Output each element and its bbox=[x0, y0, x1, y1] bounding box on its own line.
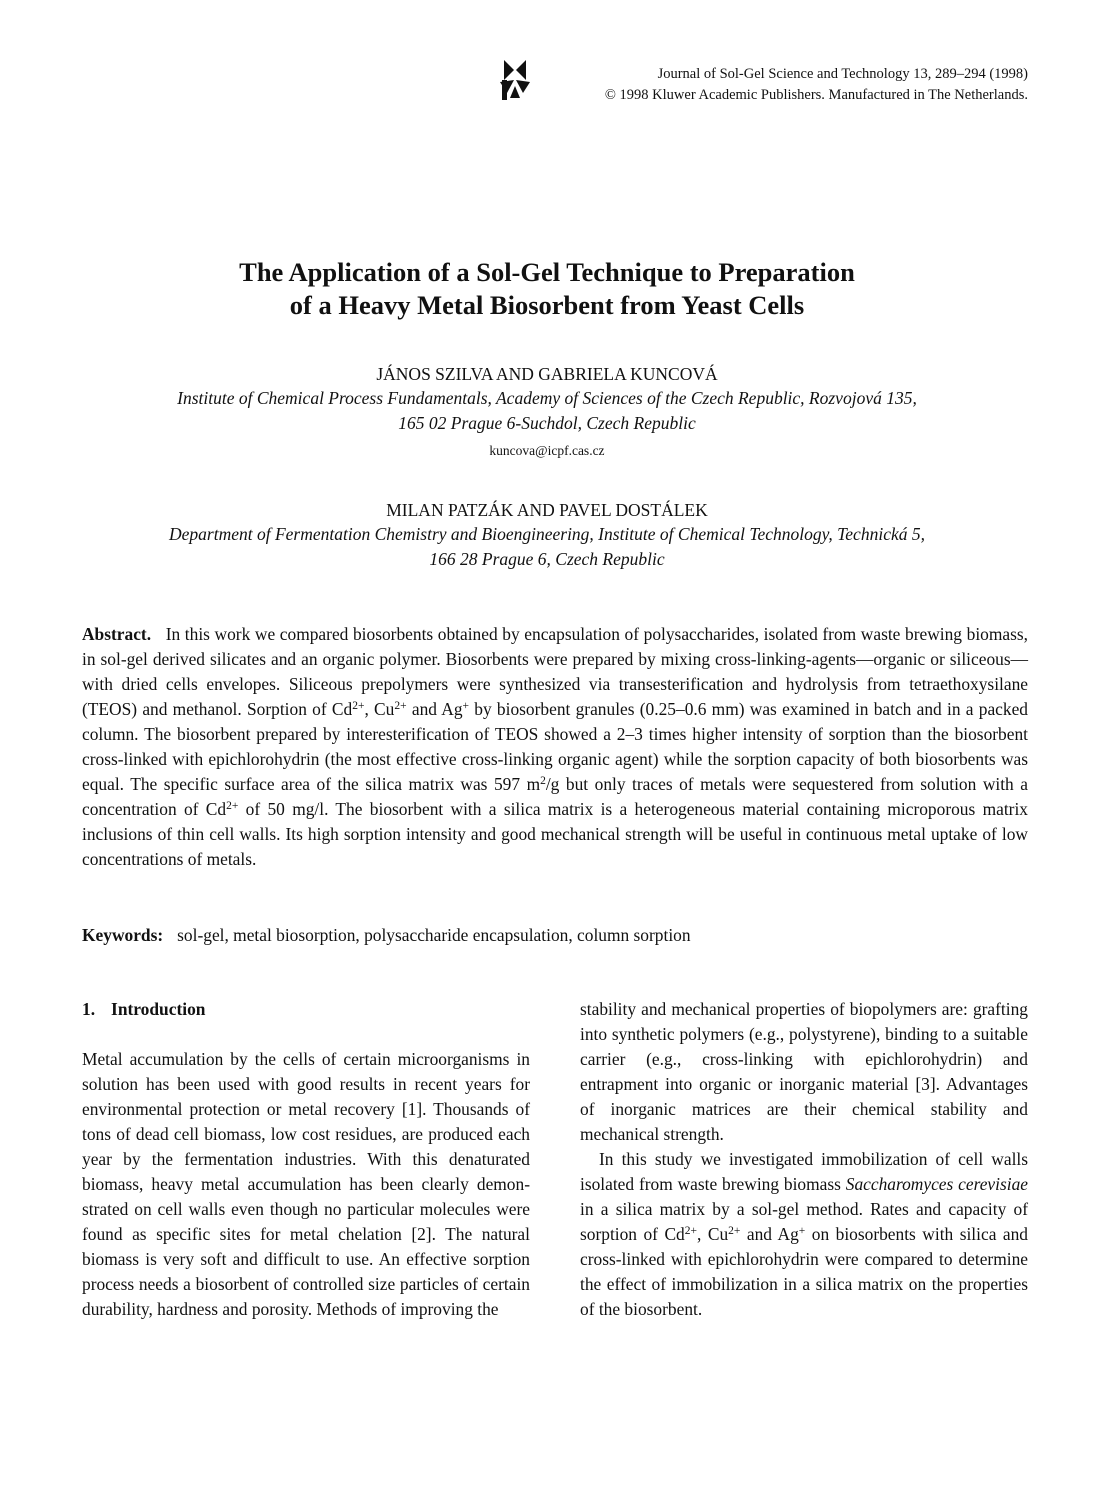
superscript: + bbox=[462, 700, 470, 712]
journal-citation: Journal of Sol-Gel Science and Technology 13, 289–294 (1998) bbox=[657, 66, 1028, 82]
section-number: 1. bbox=[82, 999, 96, 1019]
title-line-1: The Application of a Sol-Gel Technique to Preparation bbox=[239, 257, 855, 287]
section-heading-introduction bbox=[82, 997, 530, 1022]
copyright-line: © 1998 Kluwer Academic Publishers. Manufactured in The Netherlands. bbox=[604, 87, 1028, 103]
right-column bbox=[580, 997, 1028, 1322]
intro-paragraph-2 bbox=[580, 1147, 1028, 1322]
author-group-1: JÁNOS SZILVA AND GABRIELA KUNCOVÁ bbox=[376, 364, 718, 384]
abstract-label: Abstract. bbox=[82, 624, 152, 644]
paragraph-text: on biosorbents with silica and cross-linked with epichlorohydrin were compared to determine the effect of immobilization in a silica matrix on the properties of the biosorbent. bbox=[580, 1224, 1029, 1319]
superscript: 2 bbox=[540, 775, 546, 787]
paragraph-text: and Ag bbox=[740, 1224, 799, 1244]
superscript: 2+ bbox=[394, 700, 407, 712]
contact-email[interactable]: kuncova@icpf.cas.cz bbox=[489, 443, 605, 458]
affiliation-2-line-2: 166 28 Prague 6, Czech Republic bbox=[429, 549, 665, 569]
title-line-2: of a Heavy Metal Biosorbent from Yeast Cells bbox=[289, 290, 805, 320]
affiliation-1-line-2: 165 02 Prague 6-Suchdol, Czech Republic bbox=[398, 413, 696, 433]
superscript: 2+ bbox=[728, 1225, 741, 1237]
paper-title bbox=[60, 256, 1034, 322]
intro-paragraph-1: Metal accumulation by the cells of certain microorganisms in solution has been used with good results in recent years for environmental protection or metal recovery [1]. Thousands of tons of dead cell biomass, low cost residues, are produced each year by the fermentation industries. With this denaturated biomass, heavy metal accumulation has been clearly demonstrated on cell walls even though no particular molecules were found as specific sites for metal chelation [2]. The natural biomass is very soft and difficult to use. An effective sorption process needs a biosorbent of controlled size particles of certain durability, hardness and porosity. Methods of improving the bbox=[82, 1049, 530, 1319]
keywords-label: Keywords: bbox=[82, 925, 164, 945]
paragraph-text: In this study we investigated immobilization of cell walls isolated from waste brewing biomass bbox=[580, 1149, 1028, 1194]
paragraph-text: in a silica matrix by a sol-gel method. Rates and capacity of sorption of Cd bbox=[580, 1199, 1028, 1244]
intro-paragraph-1-continued: stability and mechanical properties of biopolymers are: grafting into synthetic polymers (e.g., polystyrene), binding to a suitable carrier (e.g., cross-linking with epichlorohydrin) and entrapment into organic or inorganic material [3]. Advantages of inorganic matrices are their chemical stability and mechanical strength. bbox=[580, 999, 1028, 1144]
affiliation-2-line-1: Department of Fermentation Chemistry and Bioengineering, Institute of Chemical Technology, Technická 5, bbox=[169, 524, 925, 544]
abstract-text: by biosorbent granules (0.25–0.6 mm) was examined in batch and in a packed column. The biosorbent prepared by interesterification of TEOS showed a 2–3 times higher intensity of sorption than the biosorbent cross-linked with epichlorohydrin (the most effective cross-linking organic agent) while the sorption capacity of both biosorbents was equal. The specific surface area of the silica matrix was 597 m bbox=[82, 699, 1028, 794]
abstract-text: In this work we compared biosorbents obtained by encapsulation of polysaccharides, isolated from waste brewing biomass, in sol-gel derived silicates and an organic polymer. Biosorbents were prepared by mixing cross-linking-agents—organic or siliceous—with dried cells envelopes. Siliceous prepolymers were synthesized via transesterification and hydrolysis from tetraethoxysilane (TEOS) and methanol. Sorption of Cd bbox=[82, 624, 1028, 719]
section-title: Introduction bbox=[111, 999, 206, 1019]
publisher-logo-icon bbox=[498, 60, 532, 100]
superscript: + bbox=[798, 1225, 806, 1237]
keywords bbox=[82, 923, 1028, 948]
species-name: Saccharomyces cerevisiae bbox=[845, 1174, 1028, 1194]
superscript: 2+ bbox=[684, 1225, 698, 1237]
paragraph-text: , Cu bbox=[697, 1224, 729, 1244]
superscript: 2+ bbox=[226, 800, 239, 812]
abstract-text: , Cu bbox=[364, 699, 395, 719]
keywords-list: sol-gel, metal biosorption, polysaccharide encapsulation, column sorption bbox=[177, 925, 691, 945]
affiliation-1-line-1: Institute of Chemical Process Fundamentals, Academy of Sciences of the Czech Republic, Rozvojová 135, bbox=[177, 388, 917, 408]
abstract-text: /g but only traces of metals were sequestered from solution with a concentration of Cd bbox=[82, 774, 1028, 819]
author-group-2: MILAN PATZÁK AND PAVEL DOSTÁLEK bbox=[386, 500, 708, 520]
superscript: 2+ bbox=[352, 700, 365, 712]
abstract-text: and Ag bbox=[406, 699, 463, 719]
affiliation-1 bbox=[60, 386, 1034, 436]
abstract-text: of 50 mg/l. The biosorbent with a silica matrix is a heterogeneous material containing microporous matrix inclusions of thin cell walls. Its high sorption intensity and good mechanical strength will be useful in continuous metal uptake of low concentrations of metals. bbox=[82, 799, 1028, 869]
affiliation-2 bbox=[60, 522, 1034, 572]
abstract bbox=[82, 622, 1028, 872]
journal-header bbox=[498, 60, 1028, 108]
left-column bbox=[82, 997, 530, 1322]
